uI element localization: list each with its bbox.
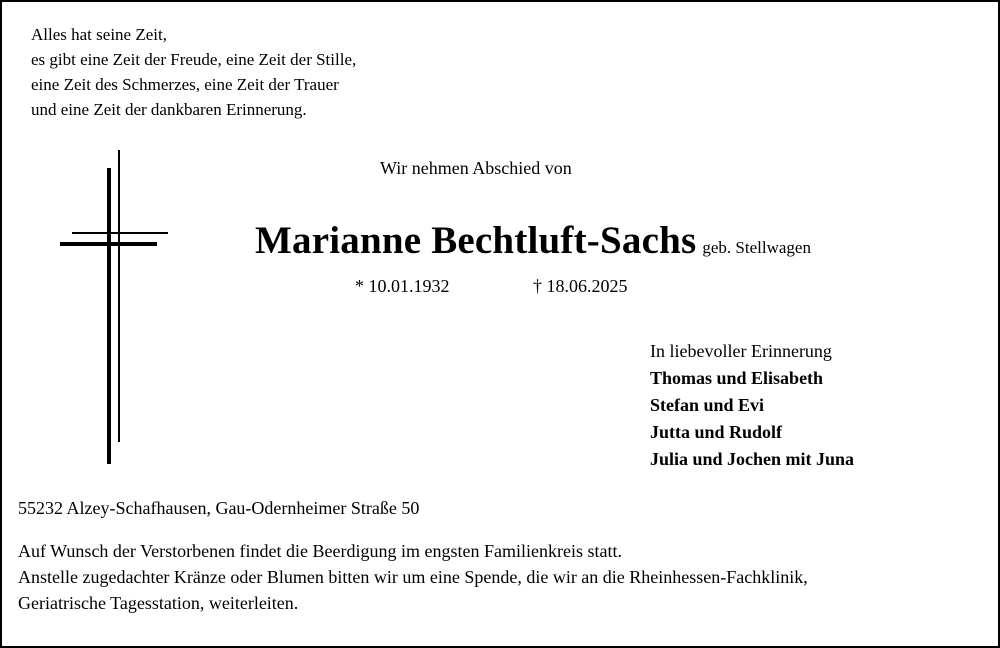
family-signature [650, 338, 854, 473]
cross-horizontal-thin [72, 232, 168, 234]
poem-line: eine Zeit des Schmerzes, eine Zeit der Trauer [31, 75, 339, 94]
family-member: Thomas und Elisabeth [650, 368, 824, 388]
cross-icon [60, 150, 170, 470]
address: 55232 Alzey-Schafhausen, Gau-Odernheimer Straße 50 [18, 498, 420, 518]
poem-line: es gibt eine Zeit der Freude, eine Zeit der Stille, [31, 50, 357, 69]
family-heading: In liebevoller Erinnerung [650, 341, 832, 361]
poem-line: und eine Zeit der dankbaren Erinnerung. [31, 100, 307, 119]
cross-horizontal-thick [60, 242, 157, 246]
family-member: Jutta und Rudolf [650, 422, 783, 442]
note-line: Anstelle zugedachter Kränze oder Blumen bitten wir um eine Spende, die wir an die Rheinhessen-Fachklinik, [18, 567, 808, 587]
funeral-notes [18, 538, 808, 616]
cross-vertical-thin [118, 150, 120, 442]
cross-vertical-thick [107, 168, 111, 464]
deceased-name-row [255, 218, 811, 263]
note-line: Auf Wunsch der Verstorbenen findet die Beerdigung im engsten Familienkreis statt. [18, 541, 622, 561]
birth-name: geb. Stellwagen [702, 238, 811, 257]
family-member: Julia und Jochen mit Juna [650, 449, 855, 469]
birth-date: * 10.01.1932 [355, 276, 450, 296]
family-member: Stefan und Evi [650, 395, 765, 415]
poem-line: Alles hat seine Zeit, [31, 25, 167, 44]
note-line: Geriatrische Tagesstation, weiterleiten. [18, 593, 299, 613]
deceased-name: Marianne Bechtluft-Sachs [255, 219, 697, 262]
poem [31, 22, 356, 122]
farewell-intro: Wir nehmen Abschied von [380, 158, 572, 178]
death-date: † 18.06.2025 [533, 276, 628, 296]
